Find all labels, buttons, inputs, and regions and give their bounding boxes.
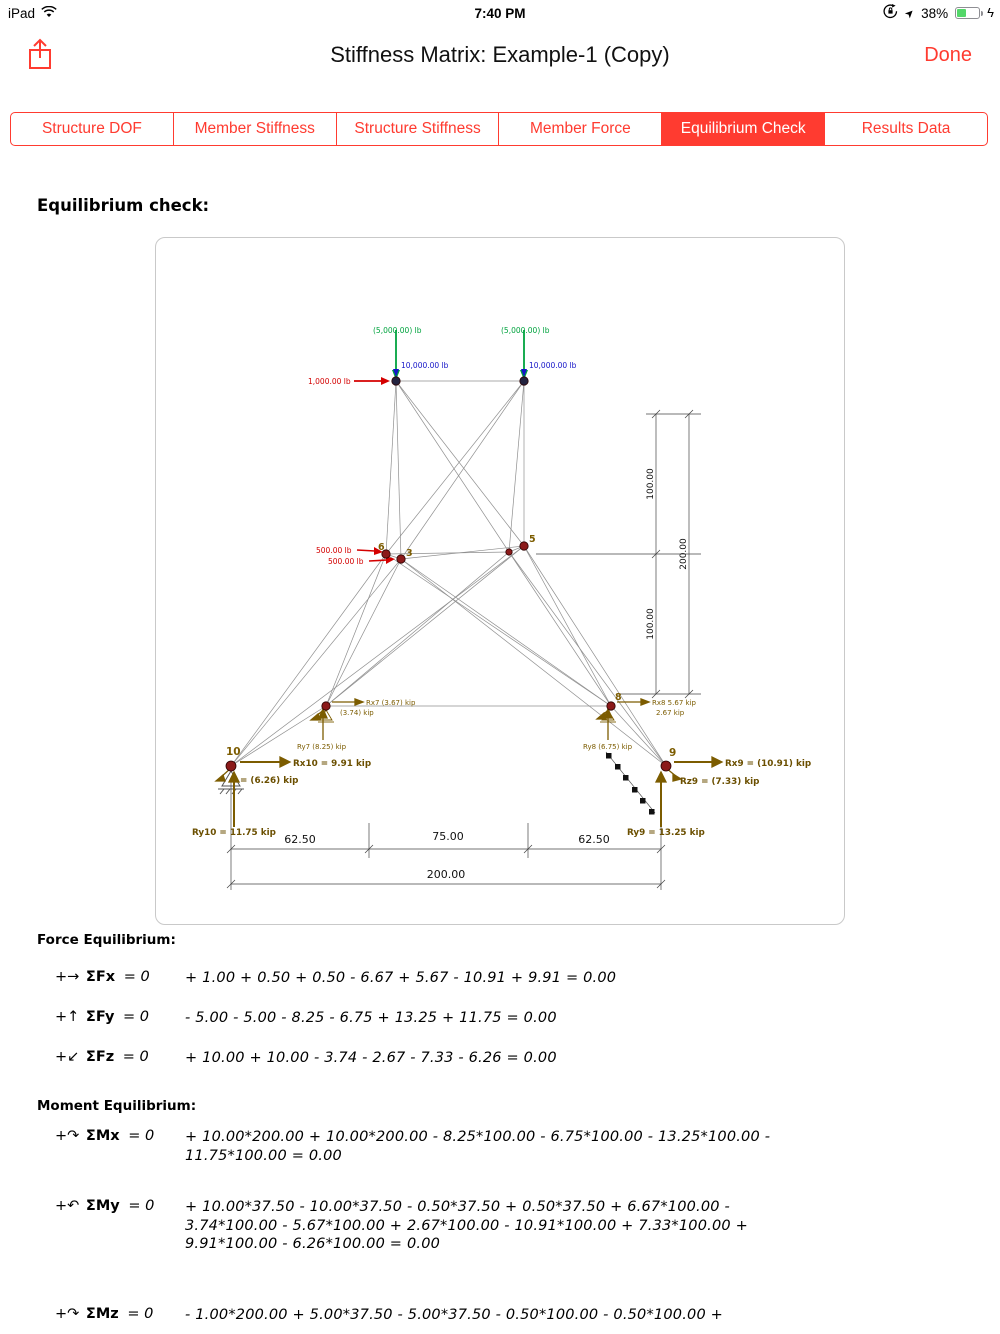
- load-label-blue-right: 10,000.00 lb: [529, 361, 577, 370]
- reaction-label-rx7: Rx7 (3.67) kip: [366, 699, 416, 707]
- equation-row-fy: [37, 1009, 977, 1028]
- node-label-9: 9: [669, 747, 677, 759]
- sign-mz: +↷: [55, 1306, 80, 1323]
- structure-diagram: [156, 238, 844, 924]
- reaction-label-rz9: Rz9 = (7.33) kip: [680, 777, 760, 787]
- equation-row-mz: [37, 1306, 977, 1325]
- reaction-label-rx10: Rx10 = 9.91 kip: [293, 759, 372, 769]
- sign-fy: +↑: [55, 1008, 80, 1025]
- status-time: 7:40 PM: [474, 6, 526, 21]
- rotation-lock-icon: [883, 4, 898, 22]
- battery-icon: [955, 7, 980, 19]
- node-label-3: 3: [406, 548, 413, 559]
- zero-fz: = 0: [122, 1048, 149, 1065]
- zero-fy: = 0: [123, 1008, 149, 1025]
- zero-my: = 0: [128, 1197, 155, 1214]
- battery-percent: 38%: [921, 5, 949, 21]
- equation-row-mx: [37, 1128, 977, 1166]
- equation-rhs-mx: + 10.00*200.00 + 10.00*200.00 - 8.25*100.00 - 6.75*100.00 - 13.25*100.00 - 11.75*100.00 = 0.00: [185, 1129, 771, 1164]
- reaction-label-rz7: (3.74) kip: [340, 709, 374, 717]
- sign-mx: +↷: [55, 1128, 80, 1144]
- equation-row-my: [37, 1198, 977, 1255]
- load-label-red-top: 1,000.00 lb: [308, 377, 351, 386]
- moment-equilibrium-section: [37, 1098, 977, 1325]
- dim-right-lower: 100.00: [646, 608, 656, 640]
- reaction-label-rz10: = (6.26) kip: [240, 776, 299, 786]
- tab-member-force[interactable]: Member Force: [498, 113, 661, 145]
- green-load-arrows: [392, 330, 528, 380]
- zero-mz: = 0: [127, 1306, 154, 1323]
- zero-mx: = 0: [128, 1128, 155, 1144]
- node-label-8: 8: [615, 692, 622, 703]
- sign-fx: +→: [55, 969, 80, 985]
- location-arrow-icon: ➤: [902, 5, 918, 21]
- reaction-label-rz8: 2.67 kip: [656, 709, 685, 717]
- reaction-label-ry9: Ry9 = 13.25 kip: [627, 828, 705, 838]
- sign-fz: +↙: [55, 1048, 80, 1065]
- dim-right-upper: 100.00: [646, 468, 656, 500]
- equation-lhs-fx: [37, 969, 185, 988]
- status-bar-right: [883, 4, 994, 22]
- battery-fill: [957, 9, 966, 17]
- reaction-label-ry7: Ry7 (8.25) kip: [297, 743, 347, 751]
- dim-bottom-left: 62.50: [284, 833, 316, 846]
- equation-lhs-mx: [37, 1128, 185, 1166]
- tab-structure-stiffness[interactable]: Structure Stiffness: [336, 113, 499, 145]
- equation-rhs-fz: + 10.00 + 10.00 - 3.74 - 2.67 - 7.33 - 6.26 = 0.00: [185, 1049, 557, 1066]
- dim-bottom-mid: 75.00: [432, 830, 464, 843]
- force-equilibrium-section: [37, 932, 977, 1068]
- load-label-green-right: (5,000.00) lb: [501, 326, 550, 335]
- dim-bottom-right: 62.50: [578, 833, 610, 846]
- load-label-red-mid-1: 500.00 lb: [316, 546, 352, 555]
- node-label-6: 6: [378, 542, 385, 553]
- force-equilibrium-title: Force Equilibrium:: [37, 932, 176, 948]
- equation-rhs-my: + 10.00*37.50 - 10.00*37.50 - 0.50*37.50 + 0.50*37.50 + 6.67*100.00 - 3.74*100.00 - 5.67*100.00 + 2.67*100.00 - 10.91*100.00 + 7.33*100.00 + 9.91*100.00 - 6.26*100.00 = 0.00: [185, 1198, 748, 1253]
- dim-right-outer: 200.00: [679, 538, 689, 570]
- load-label-blue-left: 10,000.00 lb: [401, 361, 449, 370]
- reaction-label-ry8: Ry8 (6.75) kip: [583, 743, 633, 751]
- section-heading: Equilibrium check:: [37, 196, 210, 215]
- reaction-arrows: [216, 699, 722, 827]
- tab-structure-dof[interactable]: Structure DOF: [41, 120, 142, 137]
- carrier-label: iPad: [8, 6, 36, 21]
- symbol-my: ΣMy: [85, 1197, 120, 1214]
- equation-lhs-mz: [37, 1306, 185, 1325]
- reaction-label-ry10: Ry10 = 11.75 kip: [192, 828, 276, 838]
- moment-equilibrium-title: Moment Equilibrium:: [37, 1098, 197, 1114]
- tab-results-data[interactable]: Results Data: [824, 113, 987, 145]
- symbol-mx: ΣMx: [85, 1128, 120, 1144]
- load-label-red-mid-2: 500.00 lb: [328, 557, 364, 566]
- red-load-arrows: [354, 377, 395, 564]
- truss-members: [231, 381, 666, 766]
- node-label-5: 5: [529, 534, 536, 545]
- tab-equilibrium-check[interactable]: Equilibrium Check: [661, 113, 824, 145]
- charging-bolt-icon: ϟ: [987, 5, 994, 20]
- symbol-fy: ΣFy: [85, 1008, 115, 1025]
- zero-fx: = 0: [123, 969, 150, 985]
- sign-my: +↶: [55, 1197, 80, 1214]
- dimension-lines-right: [536, 410, 701, 698]
- equation-row-fx: [37, 969, 977, 988]
- equation-row-fz: [37, 1049, 977, 1068]
- equation-lhs-my: [37, 1198, 185, 1255]
- symbol-mz: ΣMz: [85, 1306, 119, 1323]
- equation-rhs-fy: - 5.00 - 5.00 - 8.25 - 6.75 + 13.25 + 11.75 = 0.00: [185, 1009, 557, 1026]
- symbol-fx: ΣFx: [85, 969, 116, 985]
- equation-lhs-fy: [37, 1009, 185, 1028]
- reaction-label-rx9: Rx9 = (10.91) kip: [725, 759, 812, 769]
- view-tabs: [10, 112, 988, 146]
- load-label-green-left: (5,000.00) lb: [373, 326, 422, 335]
- equation-rhs-mz: - 1.00*200.00 + 5.00*37.50 - 5.00*37.50 - 0.50*100.00 - 0.50*100.00 +: [185, 1307, 724, 1324]
- dim-bottom-total: 200.00: [426, 868, 466, 881]
- reaction-label-rx8: Rx8 5.67 kip: [652, 699, 696, 707]
- equation-lhs-fz: [37, 1049, 185, 1068]
- page-title: Stiffness Matrix: Example-1 (Copy): [330, 42, 670, 67]
- structure-diagram-panel: [155, 237, 845, 925]
- blue-load-arrows: [393, 369, 527, 377]
- node-label-10: 10: [226, 746, 241, 758]
- tab-member-stiffness[interactable]: Member Stiffness: [173, 113, 336, 145]
- symbol-fz: ΣFz: [85, 1048, 115, 1065]
- done-button[interactable]: Done: [924, 44, 972, 66]
- equation-rhs-fx: + 1.00 + 0.50 + 0.50 - 6.67 + 5.67 - 10.91 + 9.91 = 0.00: [185, 970, 617, 986]
- truss-nodes: [226, 377, 671, 771]
